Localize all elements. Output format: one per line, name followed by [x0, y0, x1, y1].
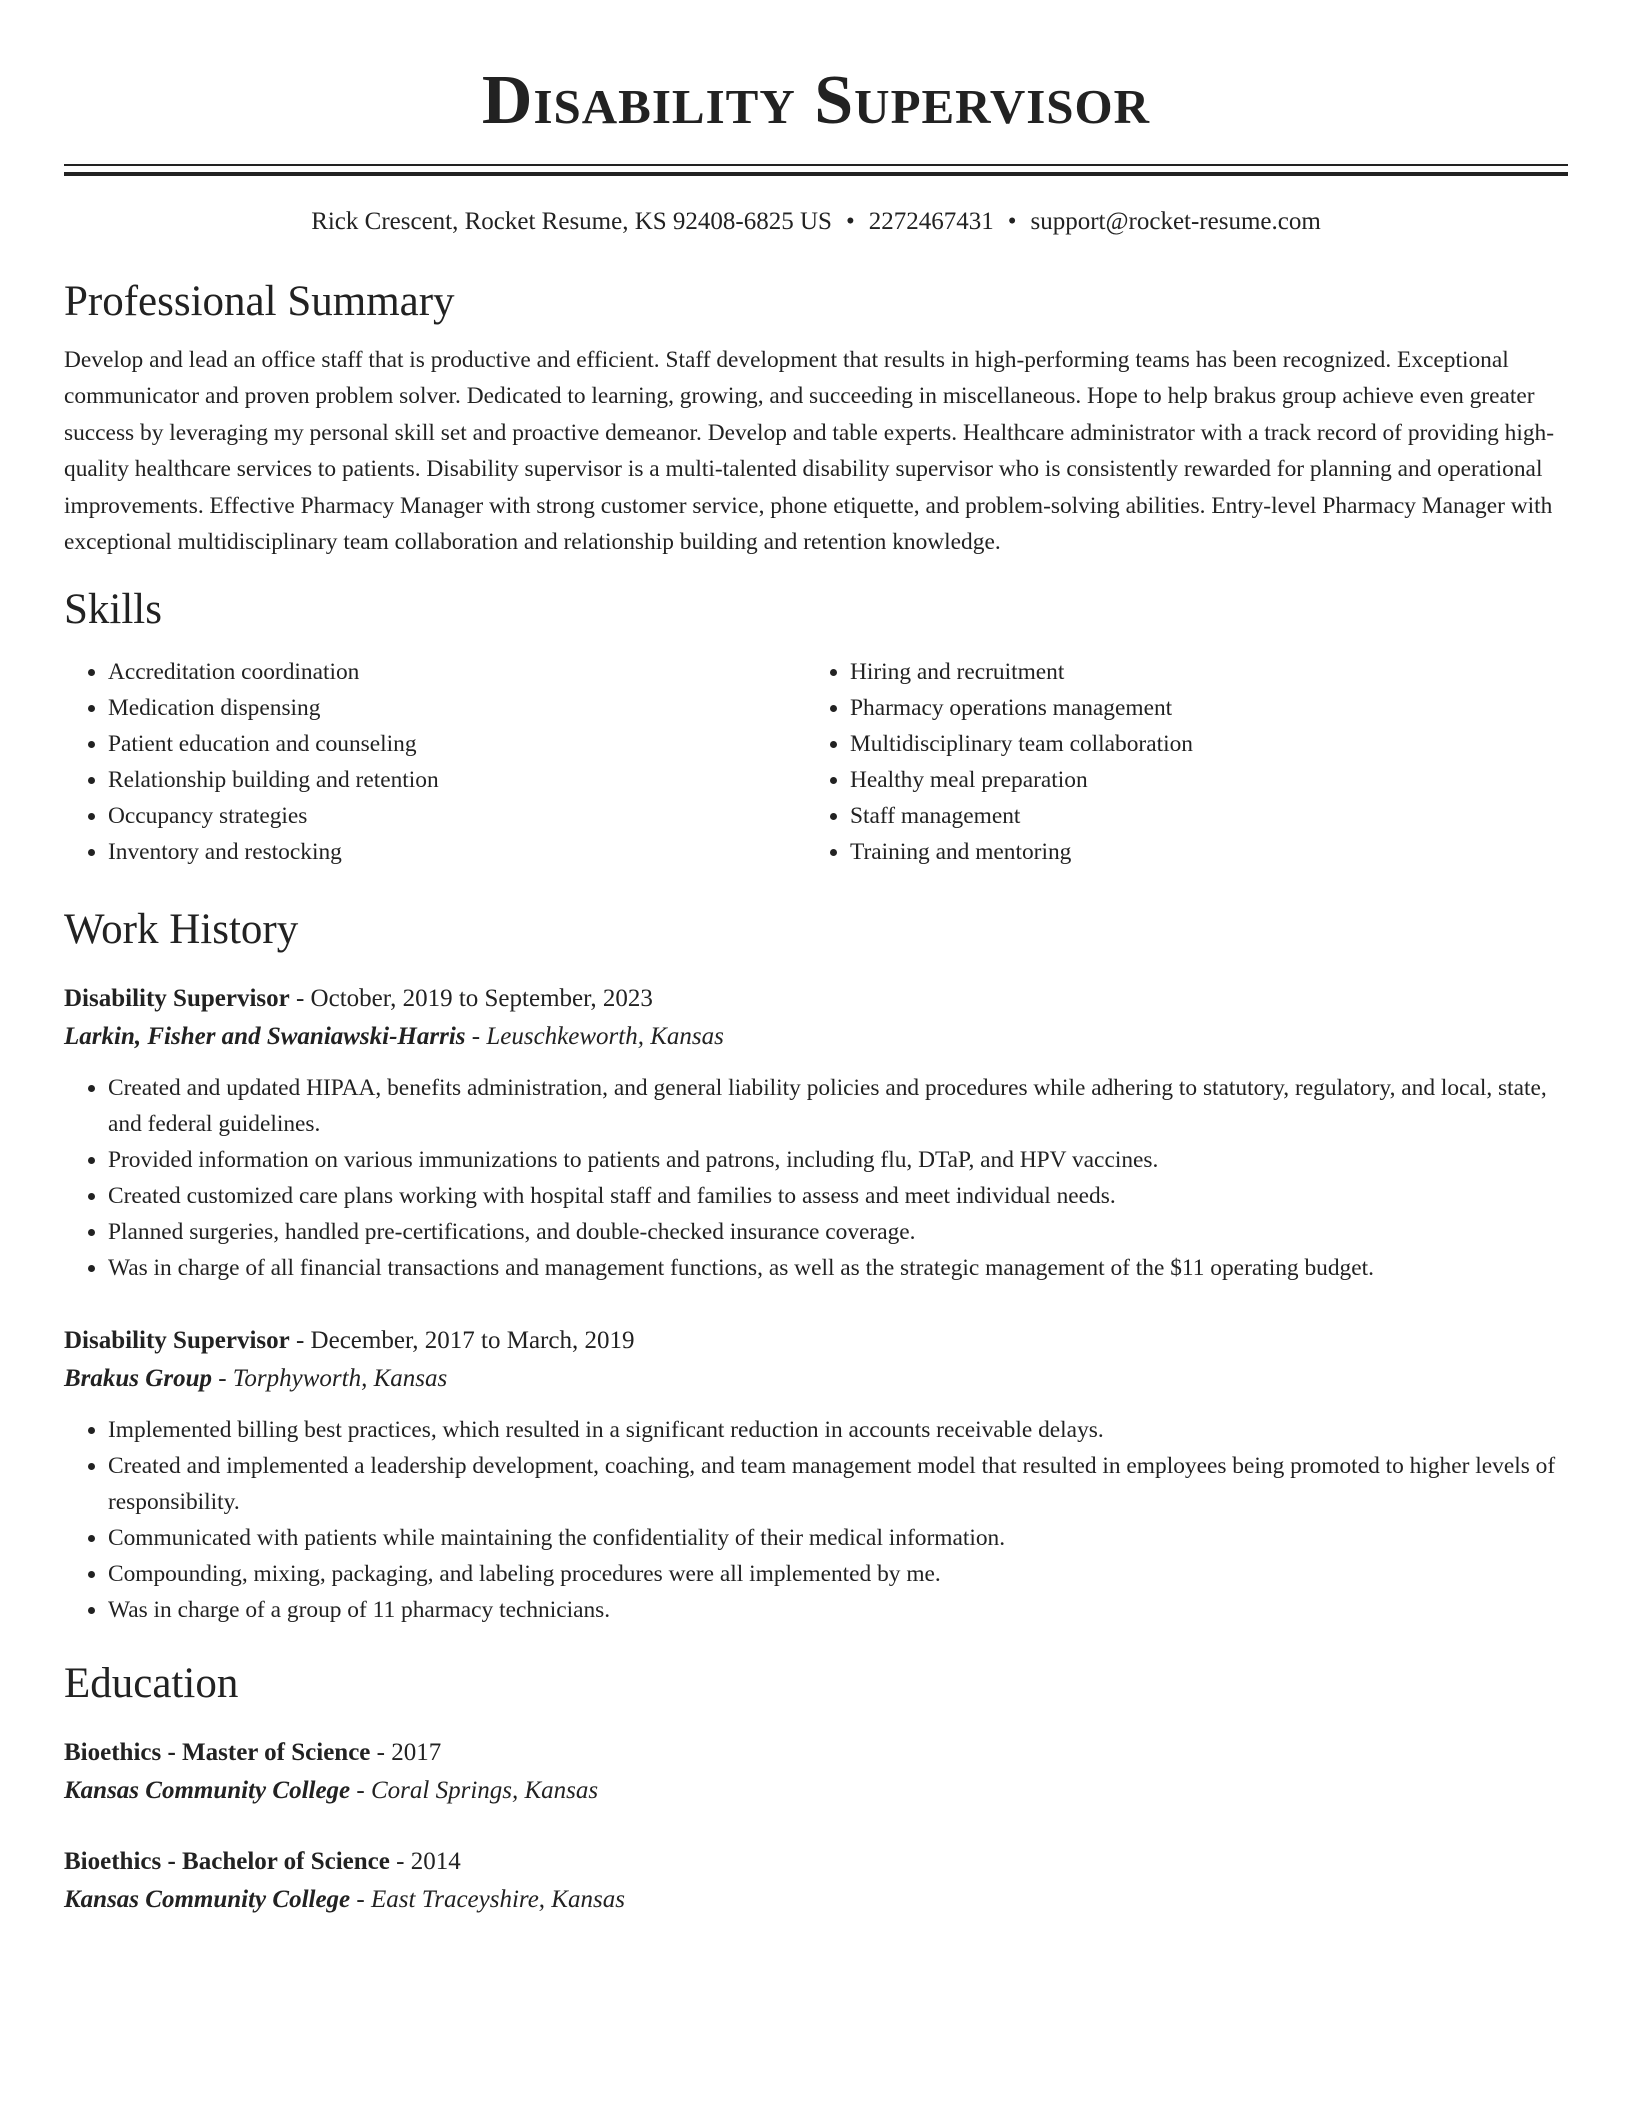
- degree-name: Bioethics - Master of Science: [64, 1739, 371, 1767]
- skills-list-right: [806, 654, 1548, 870]
- job-bullet: • Created and updated HIPAA, benefits administration, and general liability policies and procedures while adhering to statutory, regulatory, and local, state, and federal guidelines.: [108, 1070, 1568, 1142]
- job-header: [64, 980, 1568, 1018]
- section-heading-work: Work History: [64, 906, 299, 954]
- education-header: [64, 1734, 1568, 1772]
- school-name: Kansas Community College: [64, 1777, 351, 1805]
- degree-year: - 2017: [370, 1739, 442, 1767]
- section-heading-skills: Skills: [64, 586, 162, 634]
- skill-item: • Staff management: [850, 798, 1548, 834]
- section-heading-education: Education: [64, 1660, 239, 1708]
- company-location: - Leuschkeworth, Kansas: [465, 1023, 724, 1051]
- contact-separator: •: [1007, 208, 1017, 235]
- school-location: - East Traceyshire, Kansas: [350, 1886, 625, 1914]
- school-name: Kansas Community College: [64, 1886, 351, 1914]
- page-title: Disability Supervisor: [481, 62, 1151, 139]
- title-divider: [64, 164, 1568, 176]
- contact-email: support@rocket-resume.com: [1030, 208, 1321, 235]
- skill-item: • Patient education and counseling: [108, 726, 806, 762]
- education-school: [64, 1772, 1568, 1810]
- job-entry: [64, 980, 1568, 1286]
- degree-name: Bioethics - Bachelor of Science: [64, 1848, 390, 1876]
- job-title: Disability Supervisor: [64, 985, 290, 1013]
- job-header: [64, 1322, 1568, 1360]
- skill-item: • Inventory and restocking: [108, 834, 806, 870]
- skills-list-left: [64, 654, 806, 870]
- skill-item: • Medication dispensing: [108, 690, 806, 726]
- professional-summary-section: [64, 274, 1568, 560]
- skill-item: • Multidisciplinary team collaboration: [850, 726, 1548, 762]
- job-bullet: • Provided information on various immunizations to patients and patrons, including flu, DTaP, and HPV vaccines.: [108, 1142, 1568, 1178]
- job-dates: - December, 2017 to March, 2019: [289, 1327, 635, 1355]
- education-school: [64, 1881, 1568, 1919]
- job-bullet: • Was in charge of all financial transactions and management functions, as well as the strategic management of the $11 operating budget.: [108, 1250, 1568, 1286]
- skill-item: • Relationship building and retention: [108, 762, 806, 798]
- job-employer: [64, 1360, 1568, 1398]
- job-bullets: [64, 1412, 1568, 1628]
- degree-year: - 2014: [389, 1848, 461, 1876]
- contact-line: [64, 204, 1568, 240]
- company-location: - Torphyworth, Kansas: [211, 1365, 448, 1393]
- skills-section: [64, 582, 1568, 870]
- job-dates: - October, 2019 to September, 2023: [289, 985, 653, 1013]
- job-bullet: • Implemented billing best practices, which resulted in a significant reduction in accounts receivable delays.: [108, 1412, 1568, 1448]
- job-employer: [64, 1018, 1568, 1056]
- job-entry: [64, 1322, 1568, 1628]
- company-name: Larkin, Fisher and Swaniawski-Harris: [64, 1023, 466, 1051]
- contact-separator: •: [845, 208, 855, 235]
- job-bullets: [64, 1070, 1568, 1286]
- job-bullet: • Compounding, mixing, packaging, and labeling procedures were all implemented by me.: [108, 1556, 1568, 1592]
- job-bullet: • Created customized care plans working with hospital staff and families to assess and meet individual needs.: [108, 1178, 1568, 1214]
- education-header: [64, 1843, 1568, 1881]
- skills-columns: [64, 654, 1568, 870]
- skill-item: • Accreditation coordination: [108, 654, 806, 690]
- skill-item: • Occupancy strategies: [108, 798, 806, 834]
- education-entry: [64, 1734, 1568, 1810]
- company-name: Brakus Group: [64, 1365, 212, 1393]
- skill-item: • Pharmacy operations management: [850, 690, 1548, 726]
- education-entry: [64, 1843, 1568, 1919]
- contact-phone: 2272467431: [868, 208, 994, 235]
- skill-item: • Healthy meal preparation: [850, 762, 1548, 798]
- skill-item: • Hiring and recruitment: [850, 654, 1548, 690]
- skill-item: • Training and mentoring: [850, 834, 1548, 870]
- job-bullet: • Was in charge of a group of 11 pharmacy technicians.: [108, 1592, 1568, 1628]
- education-section: [64, 1656, 1568, 1919]
- job-bullet: • Communicated with patients while maintaining the confidentiality of their medical information.: [108, 1520, 1568, 1556]
- job-bullet: • Created and implemented a leadership development, coaching, and team management model that resulted in employees being promoted to higher levels of responsibility.: [108, 1448, 1568, 1520]
- contact-address: Rick Crescent, Rocket Resume, KS 92408-6825 US: [311, 208, 832, 235]
- job-title: Disability Supervisor: [64, 1327, 290, 1355]
- section-heading-summary: Professional Summary: [64, 278, 455, 325]
- work-history-section: [64, 902, 1568, 1628]
- job-bullet: • Planned surgeries, handled pre-certifications, and double-checked insurance coverage.: [108, 1214, 1568, 1250]
- summary-text: Develop and lead an office staff that is productive and efficient. Staff development that results in high-performing teams has been recognized. Exceptional communicator and proven problem solver. Dedicated to learning, growing, and succeeding in miscellaneous. Hope to help brakus group achieve even greater success by leveraging my personal skill set and proactive demeanor. Develop and table experts. Healthcare administrator with a track record of providing high-quality healthcare services to patients. Disability supervisor is a multi-talented disability supervisor who is consistently rewarded for planning and operational improvements. Effective Pharmacy Manager with strong customer service, phone etiquette, and problem-solving abilities. Entry-level Pharmacy Manager with exceptional multidisciplinary team collaboration and relationship building and retention knowledge.: [64, 347, 1554, 556]
- school-location: - Coral Springs, Kansas: [350, 1777, 599, 1805]
